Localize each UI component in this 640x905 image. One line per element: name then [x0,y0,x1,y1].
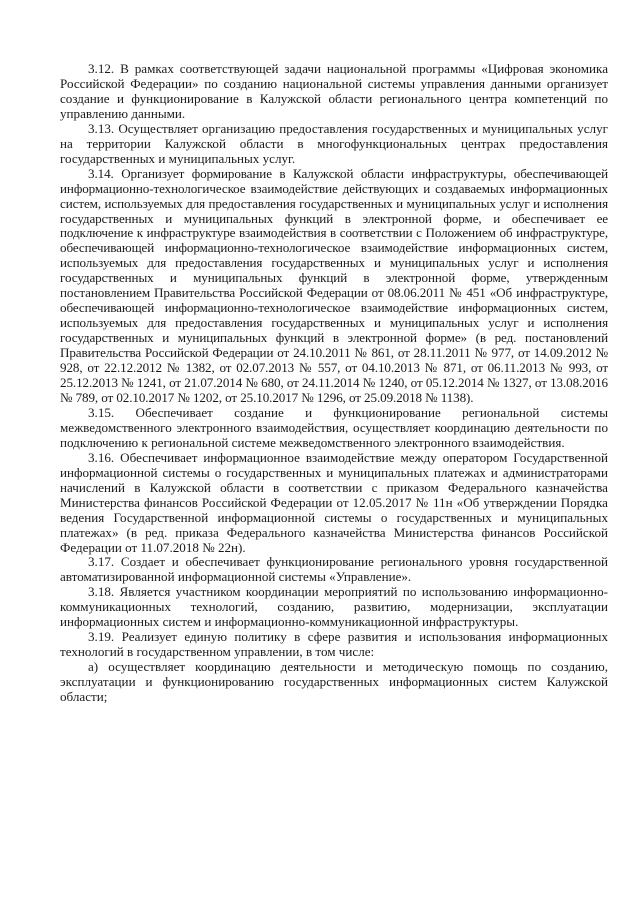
paragraph-3-19-a: а) осуществляет координацию деятельности и методическую помощь по созданию, эксплуатации и функционированию государственных информационных систем Калужской области; [60,659,608,705]
paragraph-3-15: 3.15. Обеспечивает создание и функционирование региональной системы межведомственного электронного взаимодействия, осуществляет координацию деятельности по подключению к региональной системе межведомственного электронного взаимодействия. [60,404,608,450]
paragraph-3-12: 3.12. В рамках соответствующей задачи национальной программы «Цифровая экономика Российской Федерации» по созданию национальной системы управления данными организует создание и функционирование в Калужской области регионального центра компетенций по управлению данными. [60,61,608,121]
paragraph-3-16: 3.16. Обеспечивает информационное взаимодействие между оператором Государственной информационной системы о государственных и муниципальных платежах и администраторами начислений в Калужской области в соответствии с приказом Федерального казначейства Министерства финансов Российской Федерации от 12.05.2017 № 11н «Об утверждении Порядка ведения Государственной информационной системы о государственных и муниципальных платежах» (в ред. приказа Федерального казначейства Министерства финансов Российской Федерации от 11.07.2018 № 22н). [60,449,608,555]
paragraph-3-18: 3.18. Является участником координации мероприятий по использованию информационно-коммуникационных технологий, созданию, развитию, модернизации, эксплуатации информационных систем и информационно-коммуникационной инфраструктуры. [60,584,608,630]
document-page [60,62,608,705]
paragraph-3-13: 3.13. Осуществляет организацию предоставления государственных и муниципальных услуг на территории Калужской области в многофункциональных центрах предоставления государственных и муниципальных услуг. [60,120,608,166]
paragraph-3-19: 3.19. Реализует единую политику в сфере развития и использования информационных технологий в государственном управлении, в том числе: [60,629,608,660]
paragraph-3-14: 3.14. Организует формирование в Калужской области инфраструктуры, обеспечивающей информационно-технологическое взаимодействие действующих и создаваемых информационных систем, используемых для предоставления государственных и муниципальных услуг и исполнения государственных и муниципальных функций в электронной форме, и обеспечивает ее подключение к инфраструктуре взаимодействия в соответствии с Положением об инфраструктуре, обеспечивающей информационно-технологическое взаимодействие информационных систем, используемых для предоставления государственных и муниципальных услуг и исполнения государственных и муниципальных функций в электронной форме, утвержденным постановлением Правительства Российской Федерации от 08.06.2011 № 451 «Об инфраструктуре, обеспечивающей информационно-технологическое взаимодействие информационных систем, используемых для предоставления государственных и муниципальных услуг и исполнения государственных и муниципальных функций в электронной форме» (в ред. постановлений Правительства Российской Федерации от 24.10.2011 № 861, от 28.11.2011 № 977, от 14.09.2012 № 928, от 22.12.2012 № 1382, от 02.07.2013 № 557, от 04.10.2013 № 871, от 06.11.2013 № 993, от 25.12.2013 № 1241, от 21.07.2014 № 680, от 24.11.2014 № 1240, от 05.12.2014 № 1327, от 13.08.2016 № 789, от 02.10.2017 № 1202, от 25.10.2017 № 1296, от 25.09.2018 № 1138). [60,165,608,405]
paragraph-3-17: 3.17. Создает и обеспечивает функционирование регионального уровня государственной автоматизированной информационной системы «Управление». [60,554,608,585]
